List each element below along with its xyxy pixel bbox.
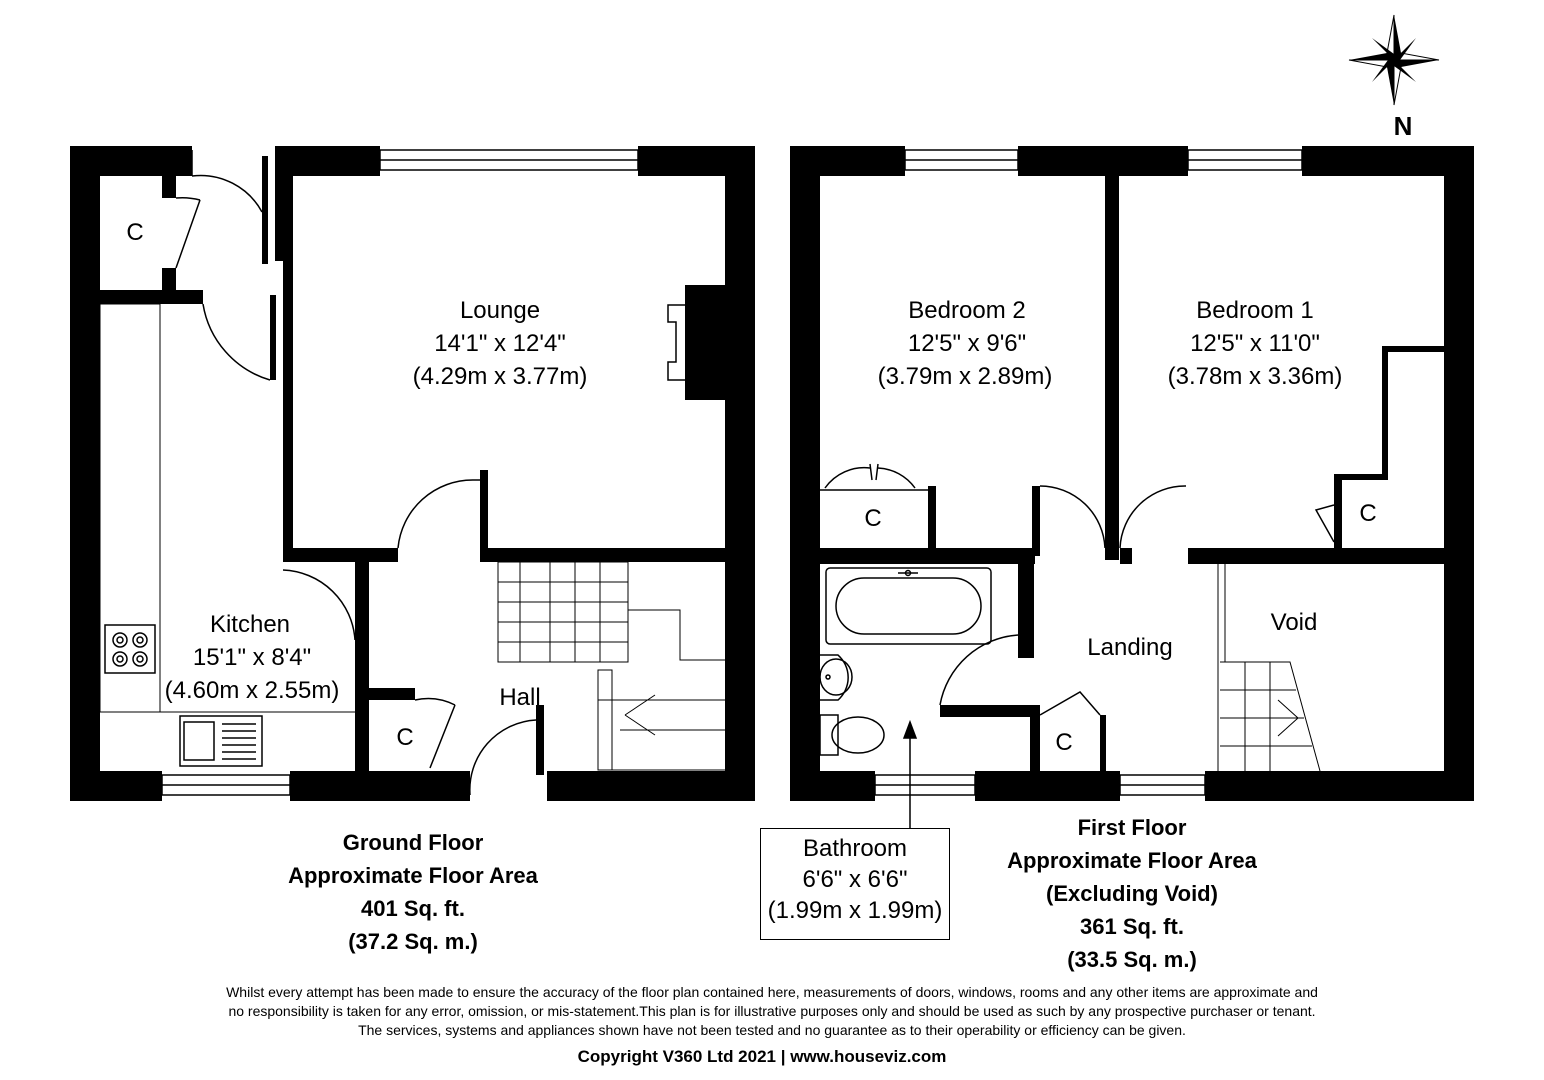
kitchen-metric: (4.60m x 2.55m): [164, 677, 340, 704]
hob-icon: [105, 625, 155, 673]
copyright: Copyright V360 Ltd 2021 | www.houseviz.com: [577, 1047, 947, 1066]
cupboard-label: C: [864, 505, 882, 532]
ground-floor-sqft: 401 Sq. ft.: [361, 896, 465, 921]
first-floor-area-block: [982, 811, 1282, 976]
fireplace-icon: [668, 305, 685, 380]
bedroom1-door-swing: [1120, 486, 1186, 548]
kitchen-imperial: 15'1" x 8'4": [192, 644, 312, 671]
lounge-imperial: 14'1" x 12'4": [434, 330, 566, 357]
first-floor-sqft: 361 Sq. ft.: [1080, 914, 1184, 939]
first-floor-note: (Excluding Void): [1046, 881, 1218, 906]
compass-icon: [1349, 15, 1439, 105]
kitchen-name: Kitchen: [209, 611, 291, 638]
bathroom-name: Bathroom: [802, 835, 908, 862]
cupboard-label: C: [126, 219, 144, 246]
cupboard-label: C: [396, 724, 414, 751]
first-floor-windows: [875, 150, 1302, 795]
hall-cupboard-door-swing: [415, 699, 455, 768]
bedroom2-name: Bedroom 2: [908, 297, 1026, 324]
disclaimer-line: Whilst every attempt has been made to ensure the accuracy of the floor plan contained here, measurements of doors, windows, rooms and any other items are approximate and: [226, 984, 1318, 1000]
bedroom1-imperial: 12'5" x 11'0": [1190, 330, 1320, 357]
bedroom1-cupboard-door: [1316, 505, 1334, 542]
first-floor-title: First Floor: [1077, 815, 1187, 840]
first-floor-stairs: [1218, 564, 1320, 771]
bathroom-metric: (1.99m x 1.99m): [767, 897, 943, 924]
lounge-metric: (4.29m x 3.77m): [412, 363, 588, 390]
hall-front-door-swing: [470, 720, 544, 795]
first-floor-doors: [940, 486, 1334, 715]
cupboard-label: C: [1359, 500, 1377, 527]
bathroom-imperial: 6'6" x 6'6": [802, 866, 908, 893]
disclaimer-line: The services, systems and appliances shown have not been tested and no guarantee as to their operability or efficiency can be given.: [358, 1022, 1186, 1038]
first-floor-walls: [790, 146, 1474, 801]
compass-north-label: N: [1393, 111, 1413, 141]
lounge-door-swing: [398, 480, 480, 548]
ground-floor-area-label: Approximate Floor Area: [288, 863, 538, 888]
landing-name: Landing: [1087, 634, 1173, 661]
bedroom1-metric: (3.78m x 3.36m): [1167, 363, 1343, 390]
basin-icon: [820, 655, 852, 700]
ground-floor-stairs: [498, 562, 725, 770]
disclaimer: [0, 983, 1544, 1040]
hall-name: Hall: [499, 684, 541, 711]
bedroom1-name: Bedroom 1: [1196, 297, 1314, 324]
sink-icon: [180, 716, 262, 766]
kitchen-door-swing: [203, 304, 270, 380]
first-floor-area-label: Approximate Floor Area: [1007, 848, 1257, 873]
cupboard-door-swing: [176, 198, 200, 268]
first-floor-plan: [790, 146, 1474, 828]
lounge-name: Lounge: [459, 297, 541, 324]
bedroom2-metric: (3.79m x 2.89m): [877, 363, 1053, 390]
bathroom-door-swing: [940, 635, 1018, 705]
toilet-icon: [820, 715, 884, 755]
ground-floor-area-block: [263, 826, 563, 958]
bedroom2-cupboard: [820, 464, 928, 490]
void-name: Void: [1270, 609, 1318, 636]
first-floor-sqm: (33.5 Sq. m.): [1067, 947, 1197, 972]
front-door-swing: [192, 150, 262, 212]
bedroom2-imperial: 12'5" x 9'6": [907, 330, 1027, 357]
bathroom-label-box: [760, 828, 950, 940]
bath-icon: [826, 568, 991, 644]
ground-floor-title: Ground Floor: [342, 830, 484, 855]
disclaimer-line: no responsibility is taken for any error, omission, or mis-statement.This plan is for illustrative purposes only and should be used as such by any prospective purchaser or tenant.: [228, 1003, 1316, 1019]
landing-cupboard-door: [1040, 692, 1100, 715]
kitchen-hall-door-swing: [283, 570, 355, 640]
cupboard-label: C: [1055, 729, 1073, 756]
ground-floor-sqm: (37.2 Sq. m.): [348, 929, 478, 954]
bedroom2-door-swing: [1040, 486, 1105, 548]
